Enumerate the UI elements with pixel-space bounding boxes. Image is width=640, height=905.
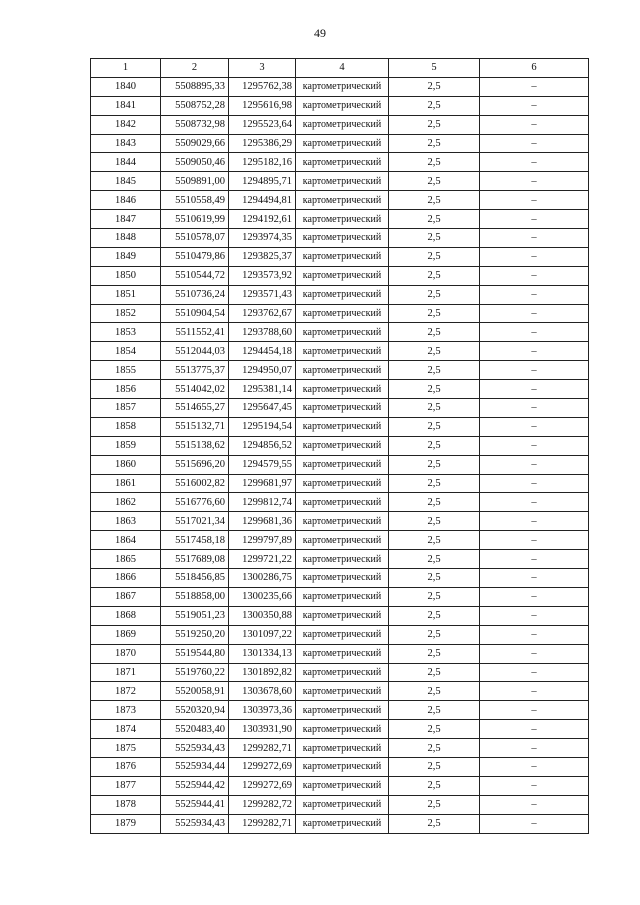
- method-cell: картометрический: [296, 776, 389, 795]
- point-number-cell: 1879: [91, 814, 161, 833]
- table-header-row: [91, 59, 589, 78]
- accuracy-cell: 2,5: [389, 323, 480, 342]
- y-coordinate-cell: 1295616,98: [229, 96, 296, 115]
- note-cell: –: [480, 361, 589, 380]
- point-number-cell: 1850: [91, 266, 161, 285]
- table-row: [91, 380, 589, 399]
- note-cell: –: [480, 569, 589, 588]
- accuracy-cell: 2,5: [389, 795, 480, 814]
- x-coordinate-cell: 5518456,85: [161, 569, 229, 588]
- method-cell: картометрический: [296, 474, 389, 493]
- y-coordinate-cell: 1293571,43: [229, 285, 296, 304]
- note-cell: –: [480, 720, 589, 739]
- x-coordinate-cell: 5520483,40: [161, 720, 229, 739]
- column-header-5: 5: [389, 59, 480, 78]
- y-coordinate-cell: 1294454,18: [229, 342, 296, 361]
- point-number-cell: 1865: [91, 550, 161, 569]
- x-coordinate-cell: 5525934,43: [161, 814, 229, 833]
- table-row: [91, 795, 589, 814]
- method-cell: картометрический: [296, 720, 389, 739]
- note-cell: –: [480, 115, 589, 134]
- x-coordinate-cell: 5519250,20: [161, 625, 229, 644]
- note-cell: –: [480, 606, 589, 625]
- x-coordinate-cell: 5517021,34: [161, 512, 229, 531]
- method-cell: картометрический: [296, 493, 389, 512]
- table-row: [91, 587, 589, 606]
- x-coordinate-cell: 5510578,07: [161, 229, 229, 248]
- table-row: [91, 776, 589, 795]
- table-row: [91, 682, 589, 701]
- note-cell: –: [480, 644, 589, 663]
- accuracy-cell: 2,5: [389, 569, 480, 588]
- table-row: [91, 417, 589, 436]
- x-coordinate-cell: 5508752,28: [161, 96, 229, 115]
- accuracy-cell: 2,5: [389, 550, 480, 569]
- x-coordinate-cell: 5515138,62: [161, 436, 229, 455]
- point-number-cell: 1875: [91, 739, 161, 758]
- x-coordinate-cell: 5525934,43: [161, 739, 229, 758]
- y-coordinate-cell: 1299681,36: [229, 512, 296, 531]
- x-coordinate-cell: 5517689,08: [161, 550, 229, 569]
- y-coordinate-cell: 1301097,22: [229, 625, 296, 644]
- note-cell: –: [480, 493, 589, 512]
- accuracy-cell: 2,5: [389, 512, 480, 531]
- y-coordinate-cell: 1299681,97: [229, 474, 296, 493]
- point-number-cell: 1853: [91, 323, 161, 342]
- y-coordinate-cell: 1294494,81: [229, 191, 296, 210]
- table-row: [91, 455, 589, 474]
- note-cell: –: [480, 247, 589, 266]
- accuracy-cell: 2,5: [389, 153, 480, 172]
- note-cell: –: [480, 663, 589, 682]
- y-coordinate-cell: 1299272,69: [229, 776, 296, 795]
- note-cell: –: [480, 436, 589, 455]
- note-cell: –: [480, 210, 589, 229]
- point-number-cell: 1862: [91, 493, 161, 512]
- point-number-cell: 1843: [91, 134, 161, 153]
- x-coordinate-cell: 5512044,03: [161, 342, 229, 361]
- point-number-cell: 1849: [91, 247, 161, 266]
- x-coordinate-cell: 5514655,27: [161, 399, 229, 418]
- accuracy-cell: 2,5: [389, 531, 480, 550]
- note-cell: –: [480, 776, 589, 795]
- accuracy-cell: 2,5: [389, 342, 480, 361]
- note-cell: –: [480, 701, 589, 720]
- accuracy-cell: 2,5: [389, 776, 480, 795]
- method-cell: картометрический: [296, 399, 389, 418]
- point-number-cell: 1870: [91, 644, 161, 663]
- y-coordinate-cell: 1303678,60: [229, 682, 296, 701]
- note-cell: –: [480, 285, 589, 304]
- method-cell: картометрический: [296, 134, 389, 153]
- table-body: [91, 77, 589, 833]
- accuracy-cell: 2,5: [389, 757, 480, 776]
- y-coordinate-cell: 1300235,66: [229, 587, 296, 606]
- coordinates-table: [90, 58, 589, 834]
- method-cell: картометрический: [296, 550, 389, 569]
- method-cell: картометрический: [296, 682, 389, 701]
- point-number-cell: 1867: [91, 587, 161, 606]
- point-number-cell: 1858: [91, 417, 161, 436]
- x-coordinate-cell: 5509891,00: [161, 172, 229, 191]
- accuracy-cell: 2,5: [389, 606, 480, 625]
- table-row: [91, 134, 589, 153]
- note-cell: –: [480, 682, 589, 701]
- accuracy-cell: 2,5: [389, 172, 480, 191]
- x-coordinate-cell: 5514042,02: [161, 380, 229, 399]
- y-coordinate-cell: 1299282,72: [229, 795, 296, 814]
- y-coordinate-cell: 1300350,88: [229, 606, 296, 625]
- note-cell: –: [480, 380, 589, 399]
- method-cell: картометрический: [296, 569, 389, 588]
- accuracy-cell: 2,5: [389, 682, 480, 701]
- table-row: [91, 757, 589, 776]
- x-coordinate-cell: 5516002,82: [161, 474, 229, 493]
- table-row: [91, 399, 589, 418]
- point-number-cell: 1840: [91, 77, 161, 96]
- note-cell: –: [480, 531, 589, 550]
- note-cell: –: [480, 134, 589, 153]
- y-coordinate-cell: 1295386,29: [229, 134, 296, 153]
- point-number-cell: 1856: [91, 380, 161, 399]
- point-number-cell: 1876: [91, 757, 161, 776]
- note-cell: –: [480, 757, 589, 776]
- x-coordinate-cell: 5515132,71: [161, 417, 229, 436]
- note-cell: –: [480, 795, 589, 814]
- method-cell: картометрический: [296, 361, 389, 380]
- x-coordinate-cell: 5508895,33: [161, 77, 229, 96]
- x-coordinate-cell: 5511552,41: [161, 323, 229, 342]
- point-number-cell: 1871: [91, 663, 161, 682]
- method-cell: картометрический: [296, 512, 389, 531]
- table-row: [91, 569, 589, 588]
- accuracy-cell: 2,5: [389, 361, 480, 380]
- method-cell: картометрический: [296, 285, 389, 304]
- point-number-cell: 1872: [91, 682, 161, 701]
- x-coordinate-cell: 5525944,41: [161, 795, 229, 814]
- table-row: [91, 644, 589, 663]
- method-cell: картометрический: [296, 644, 389, 663]
- x-coordinate-cell: 5519760,22: [161, 663, 229, 682]
- method-cell: картометрический: [296, 247, 389, 266]
- x-coordinate-cell: 5510558,49: [161, 191, 229, 210]
- table-row: [91, 96, 589, 115]
- column-header-1: 1: [91, 59, 161, 78]
- point-number-cell: 1842: [91, 115, 161, 134]
- y-coordinate-cell: 1299812,74: [229, 493, 296, 512]
- point-number-cell: 1869: [91, 625, 161, 644]
- method-cell: картометрический: [296, 436, 389, 455]
- point-number-cell: 1846: [91, 191, 161, 210]
- accuracy-cell: 2,5: [389, 720, 480, 739]
- method-cell: картометрический: [296, 417, 389, 436]
- page-number: 49: [314, 26, 326, 40]
- point-number-cell: 1868: [91, 606, 161, 625]
- note-cell: –: [480, 342, 589, 361]
- note-cell: –: [480, 96, 589, 115]
- table-row: [91, 436, 589, 455]
- table-row: [91, 285, 589, 304]
- accuracy-cell: 2,5: [389, 455, 480, 474]
- accuracy-cell: 2,5: [389, 701, 480, 720]
- y-coordinate-cell: 1293762,67: [229, 304, 296, 323]
- method-cell: картометрический: [296, 814, 389, 833]
- note-cell: –: [480, 399, 589, 418]
- table-row: [91, 266, 589, 285]
- method-cell: картометрический: [296, 455, 389, 474]
- y-coordinate-cell: 1299797,89: [229, 531, 296, 550]
- method-cell: картометрический: [296, 663, 389, 682]
- point-number-cell: 1874: [91, 720, 161, 739]
- method-cell: картометрический: [296, 96, 389, 115]
- method-cell: картометрический: [296, 625, 389, 644]
- accuracy-cell: 2,5: [389, 436, 480, 455]
- y-coordinate-cell: 1294579,55: [229, 455, 296, 474]
- table-row: [91, 361, 589, 380]
- table-row: [91, 191, 589, 210]
- method-cell: картометрический: [296, 172, 389, 191]
- table-row: [91, 814, 589, 833]
- method-cell: картометрический: [296, 701, 389, 720]
- note-cell: –: [480, 172, 589, 191]
- y-coordinate-cell: 1295523,64: [229, 115, 296, 134]
- method-cell: картометрический: [296, 115, 389, 134]
- y-coordinate-cell: 1301892,82: [229, 663, 296, 682]
- accuracy-cell: 2,5: [389, 644, 480, 663]
- method-cell: картометрический: [296, 323, 389, 342]
- x-coordinate-cell: 5517458,18: [161, 531, 229, 550]
- column-header-2: 2: [161, 59, 229, 78]
- accuracy-cell: 2,5: [389, 474, 480, 493]
- y-coordinate-cell: 1294950,07: [229, 361, 296, 380]
- point-number-cell: 1841: [91, 96, 161, 115]
- y-coordinate-cell: 1293573,92: [229, 266, 296, 285]
- y-coordinate-cell: 1295647,45: [229, 399, 296, 418]
- x-coordinate-cell: 5518858,00: [161, 587, 229, 606]
- accuracy-cell: 2,5: [389, 625, 480, 644]
- point-number-cell: 1854: [91, 342, 161, 361]
- note-cell: –: [480, 153, 589, 172]
- accuracy-cell: 2,5: [389, 191, 480, 210]
- point-number-cell: 1878: [91, 795, 161, 814]
- method-cell: картометрический: [296, 210, 389, 229]
- method-cell: картометрический: [296, 342, 389, 361]
- accuracy-cell: 2,5: [389, 210, 480, 229]
- x-coordinate-cell: 5509029,66: [161, 134, 229, 153]
- point-number-cell: 1860: [91, 455, 161, 474]
- method-cell: картометрический: [296, 304, 389, 323]
- method-cell: картометрический: [296, 380, 389, 399]
- accuracy-cell: 2,5: [389, 399, 480, 418]
- table-row: [91, 304, 589, 323]
- x-coordinate-cell: 5519051,23: [161, 606, 229, 625]
- column-header-4: 4: [296, 59, 389, 78]
- y-coordinate-cell: 1294192,61: [229, 210, 296, 229]
- table-row: [91, 77, 589, 96]
- accuracy-cell: 2,5: [389, 134, 480, 153]
- accuracy-cell: 2,5: [389, 96, 480, 115]
- point-number-cell: 1877: [91, 776, 161, 795]
- accuracy-cell: 2,5: [389, 493, 480, 512]
- x-coordinate-cell: 5508732,98: [161, 115, 229, 134]
- point-number-cell: 1857: [91, 399, 161, 418]
- point-number-cell: 1845: [91, 172, 161, 191]
- point-number-cell: 1866: [91, 569, 161, 588]
- accuracy-cell: 2,5: [389, 417, 480, 436]
- method-cell: картометрический: [296, 153, 389, 172]
- point-number-cell: 1873: [91, 701, 161, 720]
- note-cell: –: [480, 304, 589, 323]
- accuracy-cell: 2,5: [389, 77, 480, 96]
- x-coordinate-cell: 5520320,94: [161, 701, 229, 720]
- table-row: [91, 153, 589, 172]
- table-row: [91, 115, 589, 134]
- note-cell: –: [480, 191, 589, 210]
- point-number-cell: 1847: [91, 210, 161, 229]
- point-number-cell: 1863: [91, 512, 161, 531]
- y-coordinate-cell: 1299721,22: [229, 550, 296, 569]
- table-row: [91, 210, 589, 229]
- y-coordinate-cell: 1299282,71: [229, 814, 296, 833]
- accuracy-cell: 2,5: [389, 115, 480, 134]
- point-number-cell: 1848: [91, 229, 161, 248]
- note-cell: –: [480, 266, 589, 285]
- note-cell: –: [480, 739, 589, 758]
- method-cell: картометрический: [296, 229, 389, 248]
- accuracy-cell: 2,5: [389, 266, 480, 285]
- y-coordinate-cell: 1303931,90: [229, 720, 296, 739]
- point-number-cell: 1851: [91, 285, 161, 304]
- table-row: [91, 172, 589, 191]
- note-cell: –: [480, 474, 589, 493]
- x-coordinate-cell: 5513775,37: [161, 361, 229, 380]
- x-coordinate-cell: 5510619,99: [161, 210, 229, 229]
- x-coordinate-cell: 5510904,54: [161, 304, 229, 323]
- y-coordinate-cell: 1300286,75: [229, 569, 296, 588]
- table-row: [91, 247, 589, 266]
- note-cell: –: [480, 550, 589, 569]
- accuracy-cell: 2,5: [389, 739, 480, 758]
- table-row: [91, 550, 589, 569]
- accuracy-cell: 2,5: [389, 380, 480, 399]
- note-cell: –: [480, 587, 589, 606]
- point-number-cell: 1861: [91, 474, 161, 493]
- x-coordinate-cell: 5509050,46: [161, 153, 229, 172]
- note-cell: –: [480, 814, 589, 833]
- x-coordinate-cell: 5510479,86: [161, 247, 229, 266]
- method-cell: картометрический: [296, 795, 389, 814]
- y-coordinate-cell: 1294895,71: [229, 172, 296, 191]
- x-coordinate-cell: 5525944,42: [161, 776, 229, 795]
- y-coordinate-cell: 1299282,71: [229, 739, 296, 758]
- point-number-cell: 1859: [91, 436, 161, 455]
- accuracy-cell: 2,5: [389, 663, 480, 682]
- x-coordinate-cell: 5510736,24: [161, 285, 229, 304]
- note-cell: –: [480, 455, 589, 474]
- point-number-cell: 1844: [91, 153, 161, 172]
- accuracy-cell: 2,5: [389, 814, 480, 833]
- accuracy-cell: 2,5: [389, 247, 480, 266]
- method-cell: картометрический: [296, 191, 389, 210]
- y-coordinate-cell: 1295381,14: [229, 380, 296, 399]
- note-cell: –: [480, 323, 589, 342]
- accuracy-cell: 2,5: [389, 229, 480, 248]
- table-row: [91, 625, 589, 644]
- table-row: [91, 323, 589, 342]
- method-cell: картометрический: [296, 77, 389, 96]
- y-coordinate-cell: 1295182,16: [229, 153, 296, 172]
- y-coordinate-cell: 1299272,69: [229, 757, 296, 776]
- table-row: [91, 606, 589, 625]
- x-coordinate-cell: 5520058,91: [161, 682, 229, 701]
- accuracy-cell: 2,5: [389, 587, 480, 606]
- point-number-cell: 1864: [91, 531, 161, 550]
- y-coordinate-cell: 1293788,60: [229, 323, 296, 342]
- accuracy-cell: 2,5: [389, 304, 480, 323]
- table-row: [91, 493, 589, 512]
- table-row: [91, 739, 589, 758]
- y-coordinate-cell: 1295762,38: [229, 77, 296, 96]
- table-row: [91, 342, 589, 361]
- method-cell: картометрический: [296, 606, 389, 625]
- x-coordinate-cell: 5516776,60: [161, 493, 229, 512]
- note-cell: –: [480, 417, 589, 436]
- table-row: [91, 701, 589, 720]
- x-coordinate-cell: 5515696,20: [161, 455, 229, 474]
- table-row: [91, 512, 589, 531]
- method-cell: картометрический: [296, 757, 389, 776]
- x-coordinate-cell: 5510544,72: [161, 266, 229, 285]
- table-row: [91, 474, 589, 493]
- y-coordinate-cell: 1301334,13: [229, 644, 296, 663]
- method-cell: картометрический: [296, 531, 389, 550]
- column-header-3: 3: [229, 59, 296, 78]
- y-coordinate-cell: 1293974,35: [229, 229, 296, 248]
- accuracy-cell: 2,5: [389, 285, 480, 304]
- table-row: [91, 229, 589, 248]
- note-cell: –: [480, 512, 589, 531]
- column-header-6: 6: [480, 59, 589, 78]
- note-cell: –: [480, 77, 589, 96]
- y-coordinate-cell: 1294856,52: [229, 436, 296, 455]
- y-coordinate-cell: 1295194,54: [229, 417, 296, 436]
- note-cell: –: [480, 229, 589, 248]
- point-number-cell: 1852: [91, 304, 161, 323]
- note-cell: –: [480, 625, 589, 644]
- table-row: [91, 720, 589, 739]
- table-row: [91, 663, 589, 682]
- y-coordinate-cell: 1303973,36: [229, 701, 296, 720]
- method-cell: картометрический: [296, 587, 389, 606]
- x-coordinate-cell: 5519544,80: [161, 644, 229, 663]
- y-coordinate-cell: 1293825,37: [229, 247, 296, 266]
- table-row: [91, 531, 589, 550]
- method-cell: картометрический: [296, 266, 389, 285]
- point-number-cell: 1855: [91, 361, 161, 380]
- x-coordinate-cell: 5525934,44: [161, 757, 229, 776]
- method-cell: картометрический: [296, 739, 389, 758]
